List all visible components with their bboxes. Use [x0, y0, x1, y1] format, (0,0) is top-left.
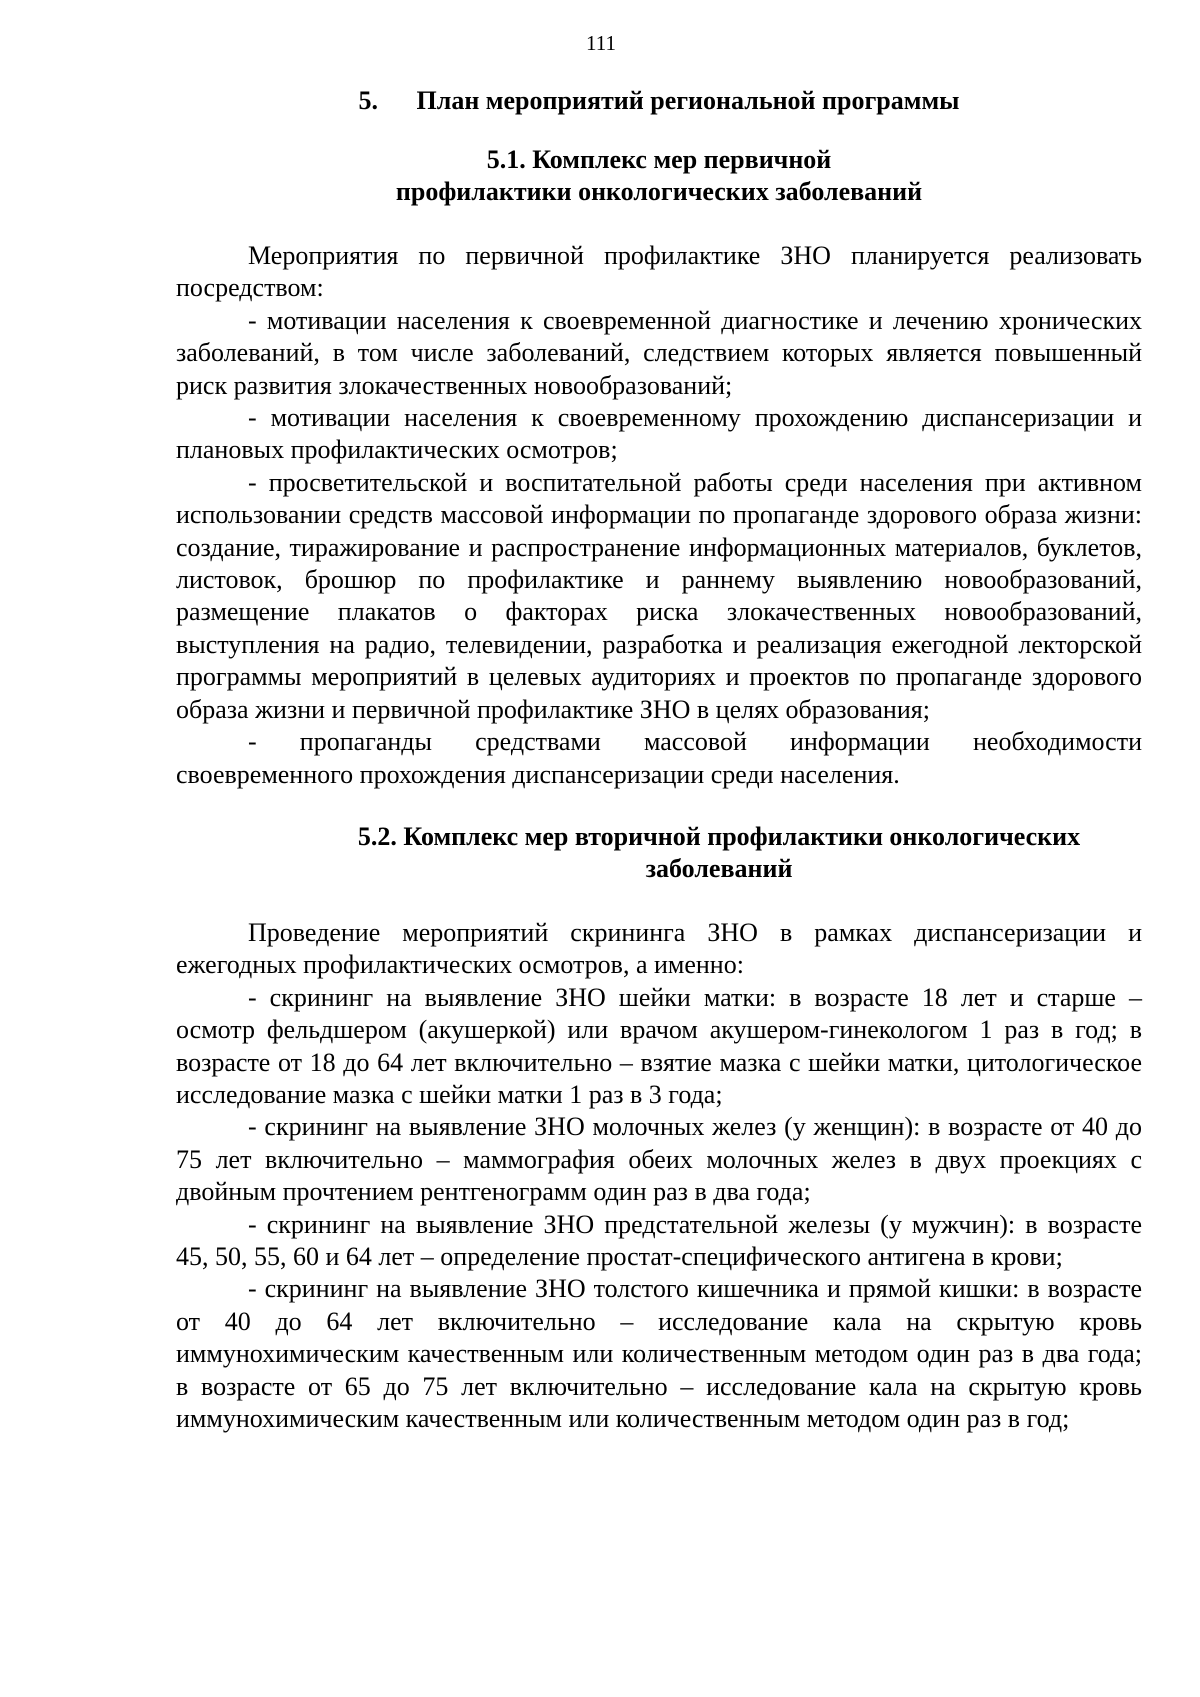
- subsection-title-line: 5.2. Комплекс мер вторичной профилактики онкологических: [357, 821, 1081, 851]
- section-title: План мероприятий региональной программы: [416, 86, 960, 115]
- list-item: - пропаганды средствами массовой информации необходимости своевременного прохождения диспансеризации среди населения.: [176, 727, 1142, 789]
- list-item: - мотивации населения к своевременному прохождению диспансеризации и плановых профилактических осмотров;: [176, 403, 1142, 465]
- list-item: - скрининг на выявление ЗНО шейки матки: в возрасте 18 лет и старше – осмотр фельдшером (акушеркой) или врачом акушером-гинекологом 1 раз в год; в возрасте от 18 до 64 лет включительно – взятие мазка с шейки матки, цитологическое исследование мазка с шейки матки 1 раз в 3 года;: [176, 982, 1142, 1109]
- list-item: - скрининг на выявление ЗНО предстательной железы (у мужчин): в возрасте 45, 50, 55, 60 и 64 лет – определение простат-специфического антигена в крови;: [176, 1209, 1142, 1271]
- paragraph: Мероприятия по первичной профилактике ЗНО планируется реализовать посредством:: [176, 241, 1142, 303]
- section-heading: [176, 84, 1142, 118]
- subsection-heading-5-2: [176, 821, 1142, 885]
- list-item: - скрининг на выявление ЗНО толстого кишечника и прямой кишки: в возрасте от 40 до 64 лет включительно – исследование кала на скрытую кровь иммунохимическим качественным или количественным методом один раз в два года; в возрасте от 65 до 75 лет включительно – исследование кала на скрытую кровь иммунохимическим качественным или количественным методом один раз в год;: [176, 1274, 1142, 1433]
- section-number: 5.: [358, 86, 379, 115]
- subsection-title-line: заболеваний: [645, 853, 793, 883]
- list-item: - скрининг на выявление ЗНО молочных желез (у женщин): в возрасте от 40 до 75 лет включительно – маммография обеих молочных желез в двух проекциях с двойным прочтением рентгенограмм один раз в два года;: [176, 1112, 1142, 1207]
- list-item: - просветительской и воспитательной работы среди населения при активном использовании средств массовой информации по пропаганде здорового образа жизни: создание, тиражирование и распространение информационных материалов, буклетов, листовок, брошюр по профилактике и раннему выявлению новообразований, размещение плакатов о факторах риска злокачественных новообразований, выступления на радио, телевидении, разработка и реализация ежегодной лекторской программы мероприятий в целевых аудиториях и проектов по пропаганде здорового образа жизни и первичной профилактике ЗНО в целях образования;: [176, 467, 1142, 724]
- subsection-heading-5-1: [176, 144, 1142, 208]
- list-item: - мотивации населения к своевременной диагностике и лечению хронических заболеваний, в том числе заболеваний, следствием которых является повышенный риск развития злокачественных новообразований;: [176, 305, 1142, 400]
- paragraph: Проведение мероприятий скрининга ЗНО в рамках диспансеризации и ежегодных профилактических осмотров, а именно:: [176, 917, 1142, 980]
- page-number: 111: [586, 31, 616, 55]
- subsection-title-line: профилактики онкологических заболеваний: [395, 177, 923, 206]
- subsection-title-line: 5.1. Комплекс мер первичной: [486, 145, 832, 174]
